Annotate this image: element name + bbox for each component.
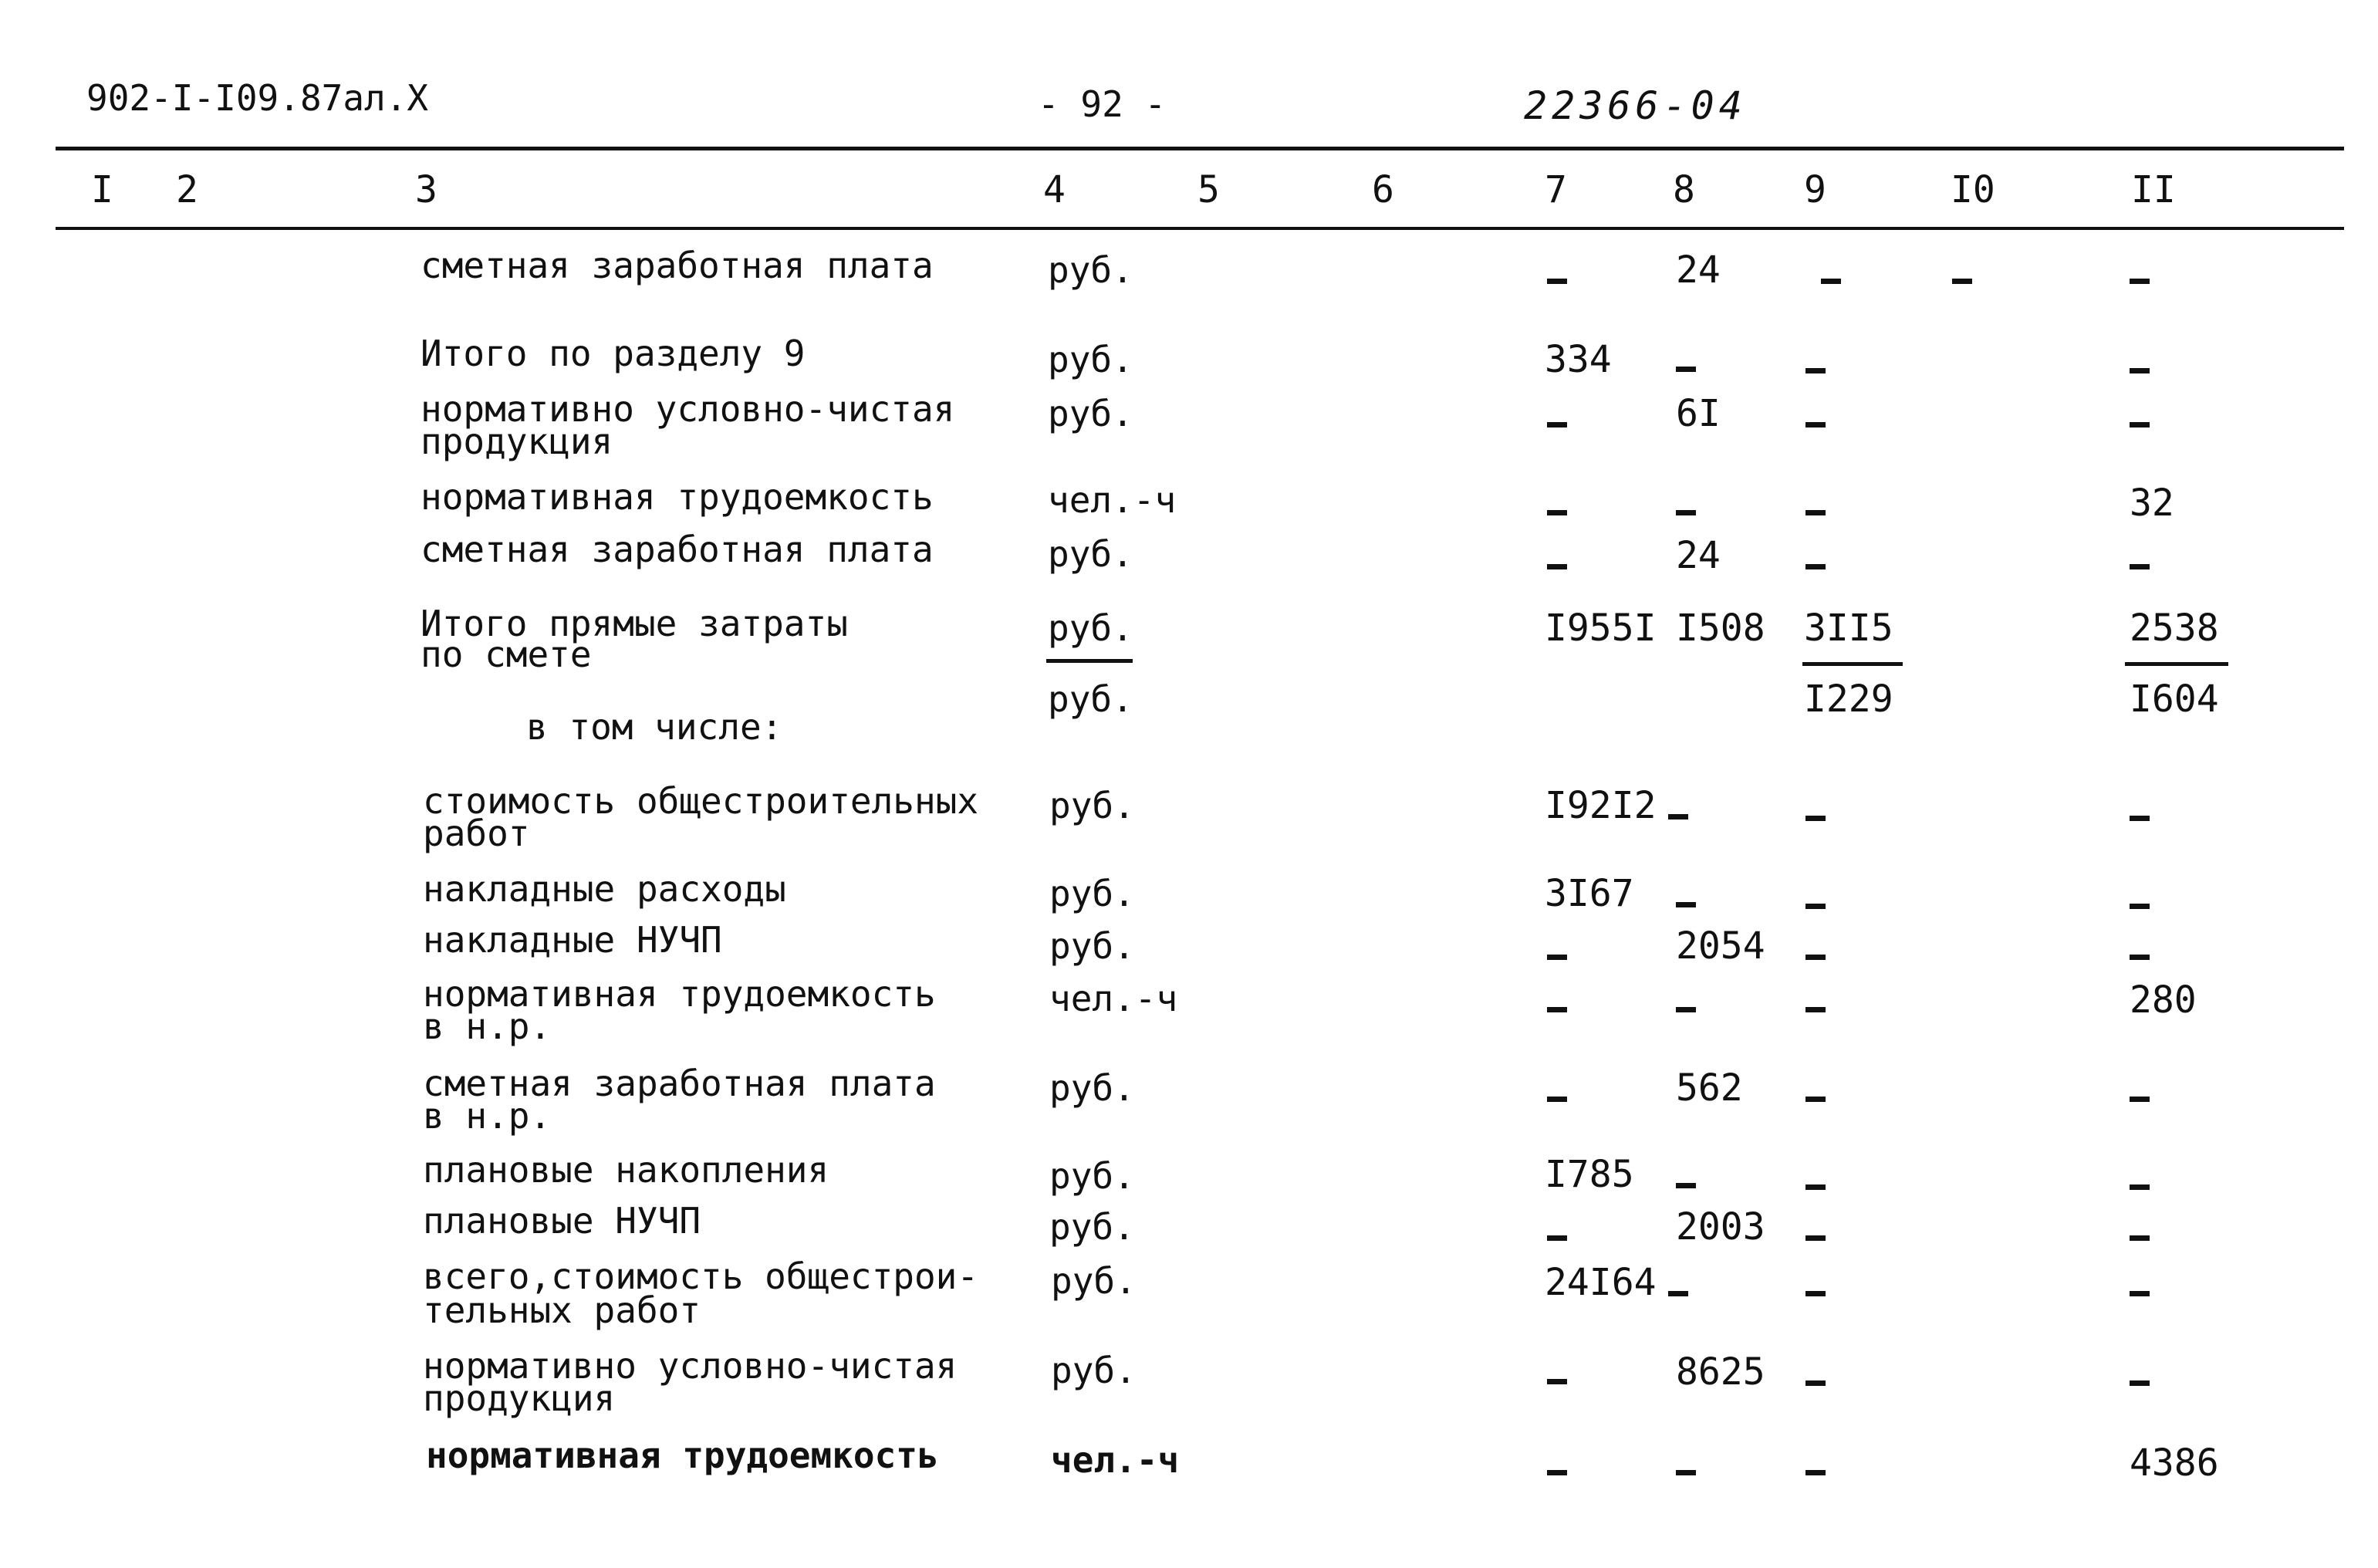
row-label: плановые накопления: [423, 1149, 829, 1191]
unit-fraction-line: [1046, 659, 1133, 663]
col-header-1: I: [91, 168, 113, 211]
row-unit: руб.: [1048, 393, 1133, 434]
value-c11-numerator: 2538: [2130, 607, 2219, 650]
row-unit: руб.: [1049, 1067, 1135, 1109]
dash-c9: [1805, 1465, 1826, 1479]
row-label: накладные НУЧП: [423, 919, 722, 961]
value-c8: 2054: [1676, 924, 1765, 968]
dash-c11: [2130, 1375, 2150, 1390]
dash-c9: [1805, 1179, 1826, 1194]
row-label-line2: в н.р.: [423, 1095, 552, 1137]
value-c11: 32: [2130, 482, 2174, 525]
value-c8: 8625: [1676, 1350, 1765, 1394]
dash-c8: [1676, 897, 1696, 911]
dash-c9: [1805, 1091, 1826, 1106]
value-c11-denominator: I604: [2130, 678, 2219, 721]
dash-c11: [2130, 363, 2150, 377]
col-header-5: 5: [1197, 168, 1220, 211]
row-unit: руб.: [1048, 339, 1133, 380]
row-unit: руб.: [1049, 925, 1135, 967]
value-c8: 24: [1676, 534, 1721, 577]
value-c8: 24: [1676, 248, 1721, 292]
dash-c8: [1668, 809, 1688, 823]
col-header-8: 8: [1673, 168, 1695, 211]
dash-c9: [1805, 810, 1826, 825]
value-c7: I785: [1545, 1153, 1634, 1196]
row-label-line2: тельных работ: [423, 1289, 701, 1331]
row-label: нормативная трудоемкость: [421, 476, 934, 518]
row-label: плановые НУЧП: [423, 1200, 701, 1242]
c11-fraction-line: [2125, 662, 2228, 666]
dash-c9: [1805, 559, 1826, 573]
dash-c11: [2130, 1179, 2150, 1194]
dash-c7: [1547, 559, 1567, 573]
dash-c8: [1676, 1465, 1696, 1479]
dash-c11: [2130, 949, 2150, 964]
page-number: - 92 -: [1038, 83, 1167, 125]
dash-c9: [1805, 505, 1826, 519]
row-label: сметная заработная плата: [421, 245, 934, 286]
dash-c7: [1547, 417, 1567, 431]
dash-c9: [1805, 417, 1826, 431]
handwritten-number: 22366-04: [1524, 83, 1747, 128]
row-unit-denominator: руб.: [1048, 678, 1133, 720]
dash-c9: [1821, 273, 1841, 288]
subsection-label: в том числе:: [526, 706, 783, 748]
col-header-7: 7: [1545, 168, 1567, 211]
row-label: накладные расходы: [423, 868, 786, 910]
row-label-line2: в н.р.: [423, 1005, 552, 1047]
dash-c11: [2130, 898, 2150, 913]
row-unit: руб.: [1048, 607, 1133, 649]
row-label-line2: продукция: [421, 421, 613, 462]
row-label-line1: нормативно условно-чистая: [423, 1345, 958, 1387]
value-c8: I508: [1676, 607, 1765, 650]
dash-c9: [1805, 1375, 1826, 1390]
dash-c11: [2130, 1091, 2150, 1106]
value-c7: I955I: [1545, 607, 1657, 650]
row-unit: руб.: [1051, 1260, 1137, 1302]
dash-c8: [1676, 505, 1696, 519]
row-unit: руб.: [1051, 1350, 1137, 1391]
row-unit: чел.-ч: [1048, 479, 1177, 521]
col-header-4: 4: [1043, 168, 1066, 211]
row-label-line2: работ: [423, 813, 530, 854]
row-label: нормативная трудоемкость: [426, 1435, 939, 1476]
dash-c9: [1805, 898, 1826, 913]
dash-c7: [1547, 1091, 1567, 1106]
top-rule: [56, 147, 2344, 150]
dash-c9: [1805, 949, 1826, 964]
col-header-3: 3: [415, 168, 437, 211]
dash-c8: [1676, 1178, 1696, 1192]
dash-c7: [1547, 1230, 1567, 1245]
row-label: Итого по разделу 9: [421, 333, 806, 374]
value-c7: 24I64: [1545, 1261, 1657, 1304]
dash-c11: [2130, 417, 2150, 431]
value-c11: 4386: [2130, 1441, 2219, 1485]
value-c7: I92I2: [1545, 784, 1657, 827]
c9-fraction-line: [1802, 662, 1903, 666]
value-c8: 2003: [1676, 1205, 1765, 1249]
dash-c9: [1805, 1230, 1826, 1245]
row-label-line1: стоимость общестроительных: [423, 780, 979, 822]
value-c9-denominator: I229: [1804, 678, 1893, 721]
row-label-line1: нормативная трудоемкость: [423, 973, 936, 1015]
col-header-10: I0: [1951, 168, 1995, 211]
dash-c11: [2130, 810, 2150, 825]
dash-c9: [1805, 363, 1826, 377]
row-unit: чел.-ч: [1051, 1439, 1180, 1481]
col-header-6: 6: [1372, 168, 1394, 211]
row-unit: руб.: [1049, 1206, 1135, 1248]
value-c11: 280: [2130, 978, 2197, 1022]
row-label: сметная заработная плата: [421, 529, 934, 570]
dash-c10: [1952, 273, 1972, 288]
row-label-line1: Итого прямые затраты: [421, 603, 848, 644]
col-header-11: II: [2131, 168, 2176, 211]
row-unit: руб.: [1049, 785, 1135, 826]
value-c7: 3I67: [1545, 872, 1634, 915]
row-unit: руб.: [1048, 249, 1133, 291]
dash-c7: [1547, 273, 1567, 288]
col-header-2: 2: [176, 168, 198, 211]
document-code: 902-I-I09.87ал.Х: [86, 77, 429, 119]
header-rule: [56, 227, 2344, 230]
row-unit: руб.: [1048, 533, 1133, 575]
dash-c8: [1668, 1286, 1688, 1300]
value-c8: 6I: [1676, 392, 1721, 435]
dash-c11: [2130, 1230, 2150, 1245]
dash-c7: [1547, 505, 1567, 519]
dash-c11: [2130, 273, 2150, 288]
dash-c9: [1805, 1286, 1826, 1300]
row-unit: чел.-ч: [1049, 978, 1178, 1019]
row-unit: руб.: [1049, 1155, 1135, 1197]
value-c8: 562: [1676, 1066, 1743, 1110]
dash-c11: [2130, 559, 2150, 573]
dash-c7: [1547, 1465, 1567, 1479]
dash-c7: [1547, 1002, 1567, 1016]
row-label-line2: по смете: [421, 634, 592, 675]
dash-c7: [1547, 1374, 1567, 1388]
value-c9-numerator: 3II5: [1804, 607, 1893, 650]
dash-c8: [1676, 1002, 1696, 1016]
row-label-line2: продукция: [423, 1377, 616, 1419]
row-label-line1: сметная заработная плата: [423, 1063, 936, 1104]
dash-c9: [1805, 1002, 1826, 1016]
row-label-line1: нормативно условно-чистая: [421, 388, 955, 430]
dash-c8: [1676, 361, 1696, 376]
dash-c11: [2130, 1286, 2150, 1300]
dash-c7: [1547, 949, 1567, 964]
value-c7: 334: [1545, 338, 1612, 381]
row-label-line1: всего,стоимость общестрои-: [423, 1255, 979, 1297]
row-unit: руб.: [1049, 873, 1135, 914]
col-header-9: 9: [1804, 168, 1826, 211]
